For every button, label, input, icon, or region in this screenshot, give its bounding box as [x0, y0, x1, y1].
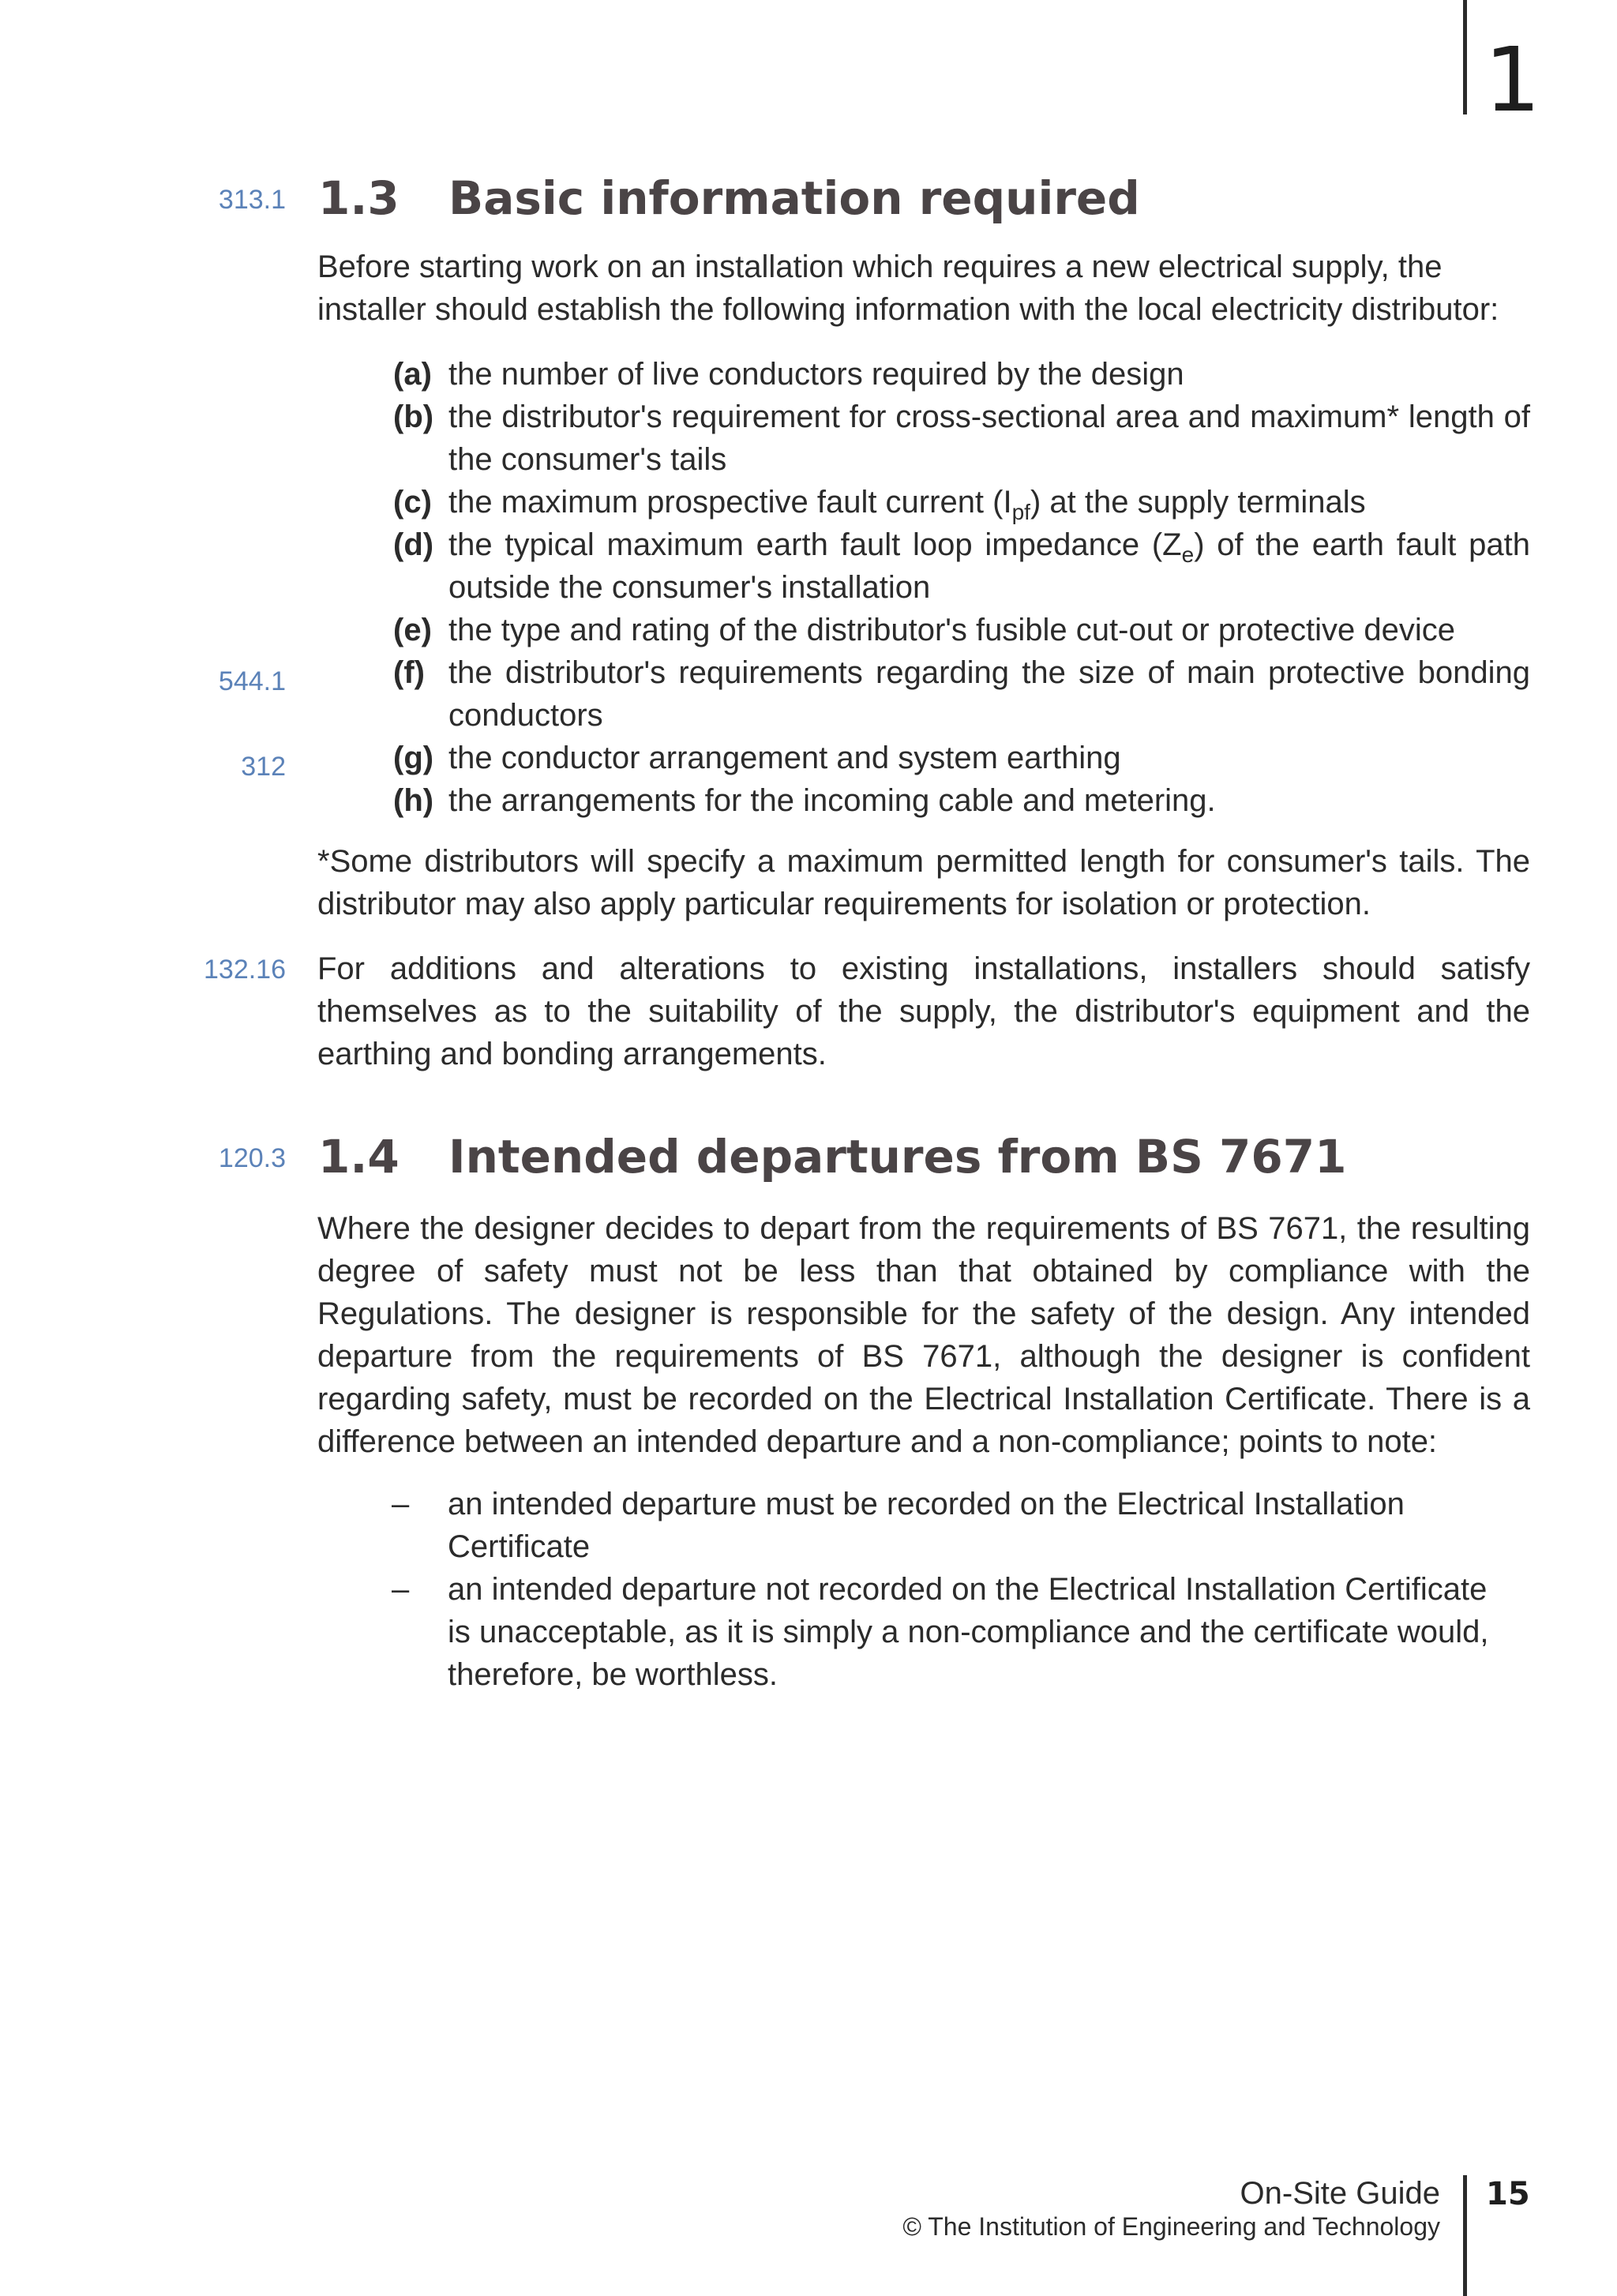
- list-item-e: [393, 609, 1530, 651]
- margin-ref-313-1: 313.1: [218, 185, 286, 215]
- margin-ref-120-3: 120.3: [218, 1143, 286, 1173]
- list-text: the conductor arrangement and system earthing: [448, 741, 1121, 775]
- subscript: pf: [1011, 500, 1030, 524]
- section-1-3-title: Basic information required: [448, 171, 1140, 225]
- text-part: the maximum prospective fault current (I: [448, 485, 1012, 520]
- additions-paragraph: For additions and alterations to existing installations, installers should satisfy themselves as to the suitability of the supply, the distributor's equipment and the earthing and bonding arrangements.: [317, 951, 1530, 1071]
- list-text: the distributor's requirements regarding the size of main protective bonding conductors: [448, 655, 1530, 733]
- section-1-4-number: 1.4: [318, 1130, 400, 1184]
- section-1-3-number: 1.3: [318, 171, 400, 225]
- list-label: (e): [393, 613, 432, 647]
- subscript: e: [1181, 542, 1195, 567]
- text-part: ) at the supply terminals: [1030, 485, 1366, 520]
- dash-label: –: [392, 1487, 410, 1521]
- list-text: [448, 523, 1530, 609]
- list-text: the distributor's requirement for cross-sectional area and maximum* length of the consumer's tails: [448, 400, 1530, 477]
- list-item-f: [393, 651, 1530, 737]
- list-label: (b): [393, 400, 434, 434]
- page-number: 15: [1486, 2176, 1530, 2212]
- section-1-4-title: Intended departures from BS 7671: [448, 1130, 1347, 1184]
- list-item-h: [393, 779, 1530, 822]
- dash-text: an intended departure must be recorded on the Electrical Installation Certificate: [448, 1487, 1405, 1564]
- dash-item-2: [392, 1568, 1497, 1696]
- chapter-bar: [1463, 0, 1467, 114]
- list-label: (a): [393, 357, 432, 392]
- list-item-g: [393, 737, 1530, 779]
- list-item-c: [393, 481, 1530, 523]
- dash-label: –: [392, 1572, 410, 1607]
- list-text: the type and rating of the distributor's fusible cut-out or protective device: [448, 613, 1455, 647]
- list-item-d: [393, 523, 1530, 609]
- list-item-a: [393, 353, 1530, 396]
- dash-item-1: [392, 1483, 1497, 1568]
- list-label: (c): [393, 485, 432, 520]
- footer-bar: [1463, 2175, 1467, 2296]
- list-text: the number of live conductors required by the design: [448, 357, 1184, 392]
- footer-copyright: © The Institution of Engineering and Technology: [902, 2212, 1440, 2241]
- list-item-b: [393, 396, 1530, 481]
- dash-text: an intended departure not recorded on the Electrical Installation Certificate is unacceptable, as it is simply a non-compliance and the certificate would, therefore, be worthless.: [448, 1572, 1489, 1692]
- text-part: the typical maximum earth fault loop impedance (Z: [448, 527, 1182, 562]
- tails-note: *Some distributors will specify a maximum permitted length for consumer's tails. The distributor may also apply particular requirements for isolation or protection.: [317, 844, 1530, 921]
- list-label: (h): [393, 783, 434, 818]
- footer-book-title: On-Site Guide: [1240, 2176, 1440, 2211]
- margin-ref-312: 312: [241, 752, 286, 782]
- margin-ref-132-16: 132.16: [204, 955, 286, 985]
- section-1-4-body: Where the designer decides to depart from the requirements of BS 7671, the resulting degree of safety must not be less than that obtained by compliance with the Regulations. The designer is responsible for the safety of the design. Any intended departure from the requirements of BS 7671, although the designer is confident regarding safety, must be recorded on the Electrical Installation Certificate. There is a difference between an intended departure and a non-compliance; points to note:: [317, 1211, 1530, 1459]
- chapter-number: 1: [1484, 29, 1541, 132]
- list-label: (f): [393, 655, 425, 690]
- text-part: ) of the earth fault path outside the consumer's installation: [448, 527, 1530, 605]
- list-text: the arrangements for the incoming cable and metering.: [448, 783, 1216, 818]
- section-1-3-intro: Before starting work on an installation which requires a new electrical supply, the installer should establish the following information with the local electricity distributor:: [317, 249, 1499, 327]
- list-label: (g): [393, 741, 434, 775]
- list-text: [448, 481, 1530, 523]
- margin-ref-544-1: 544.1: [218, 666, 286, 696]
- list-label: (d): [393, 527, 434, 562]
